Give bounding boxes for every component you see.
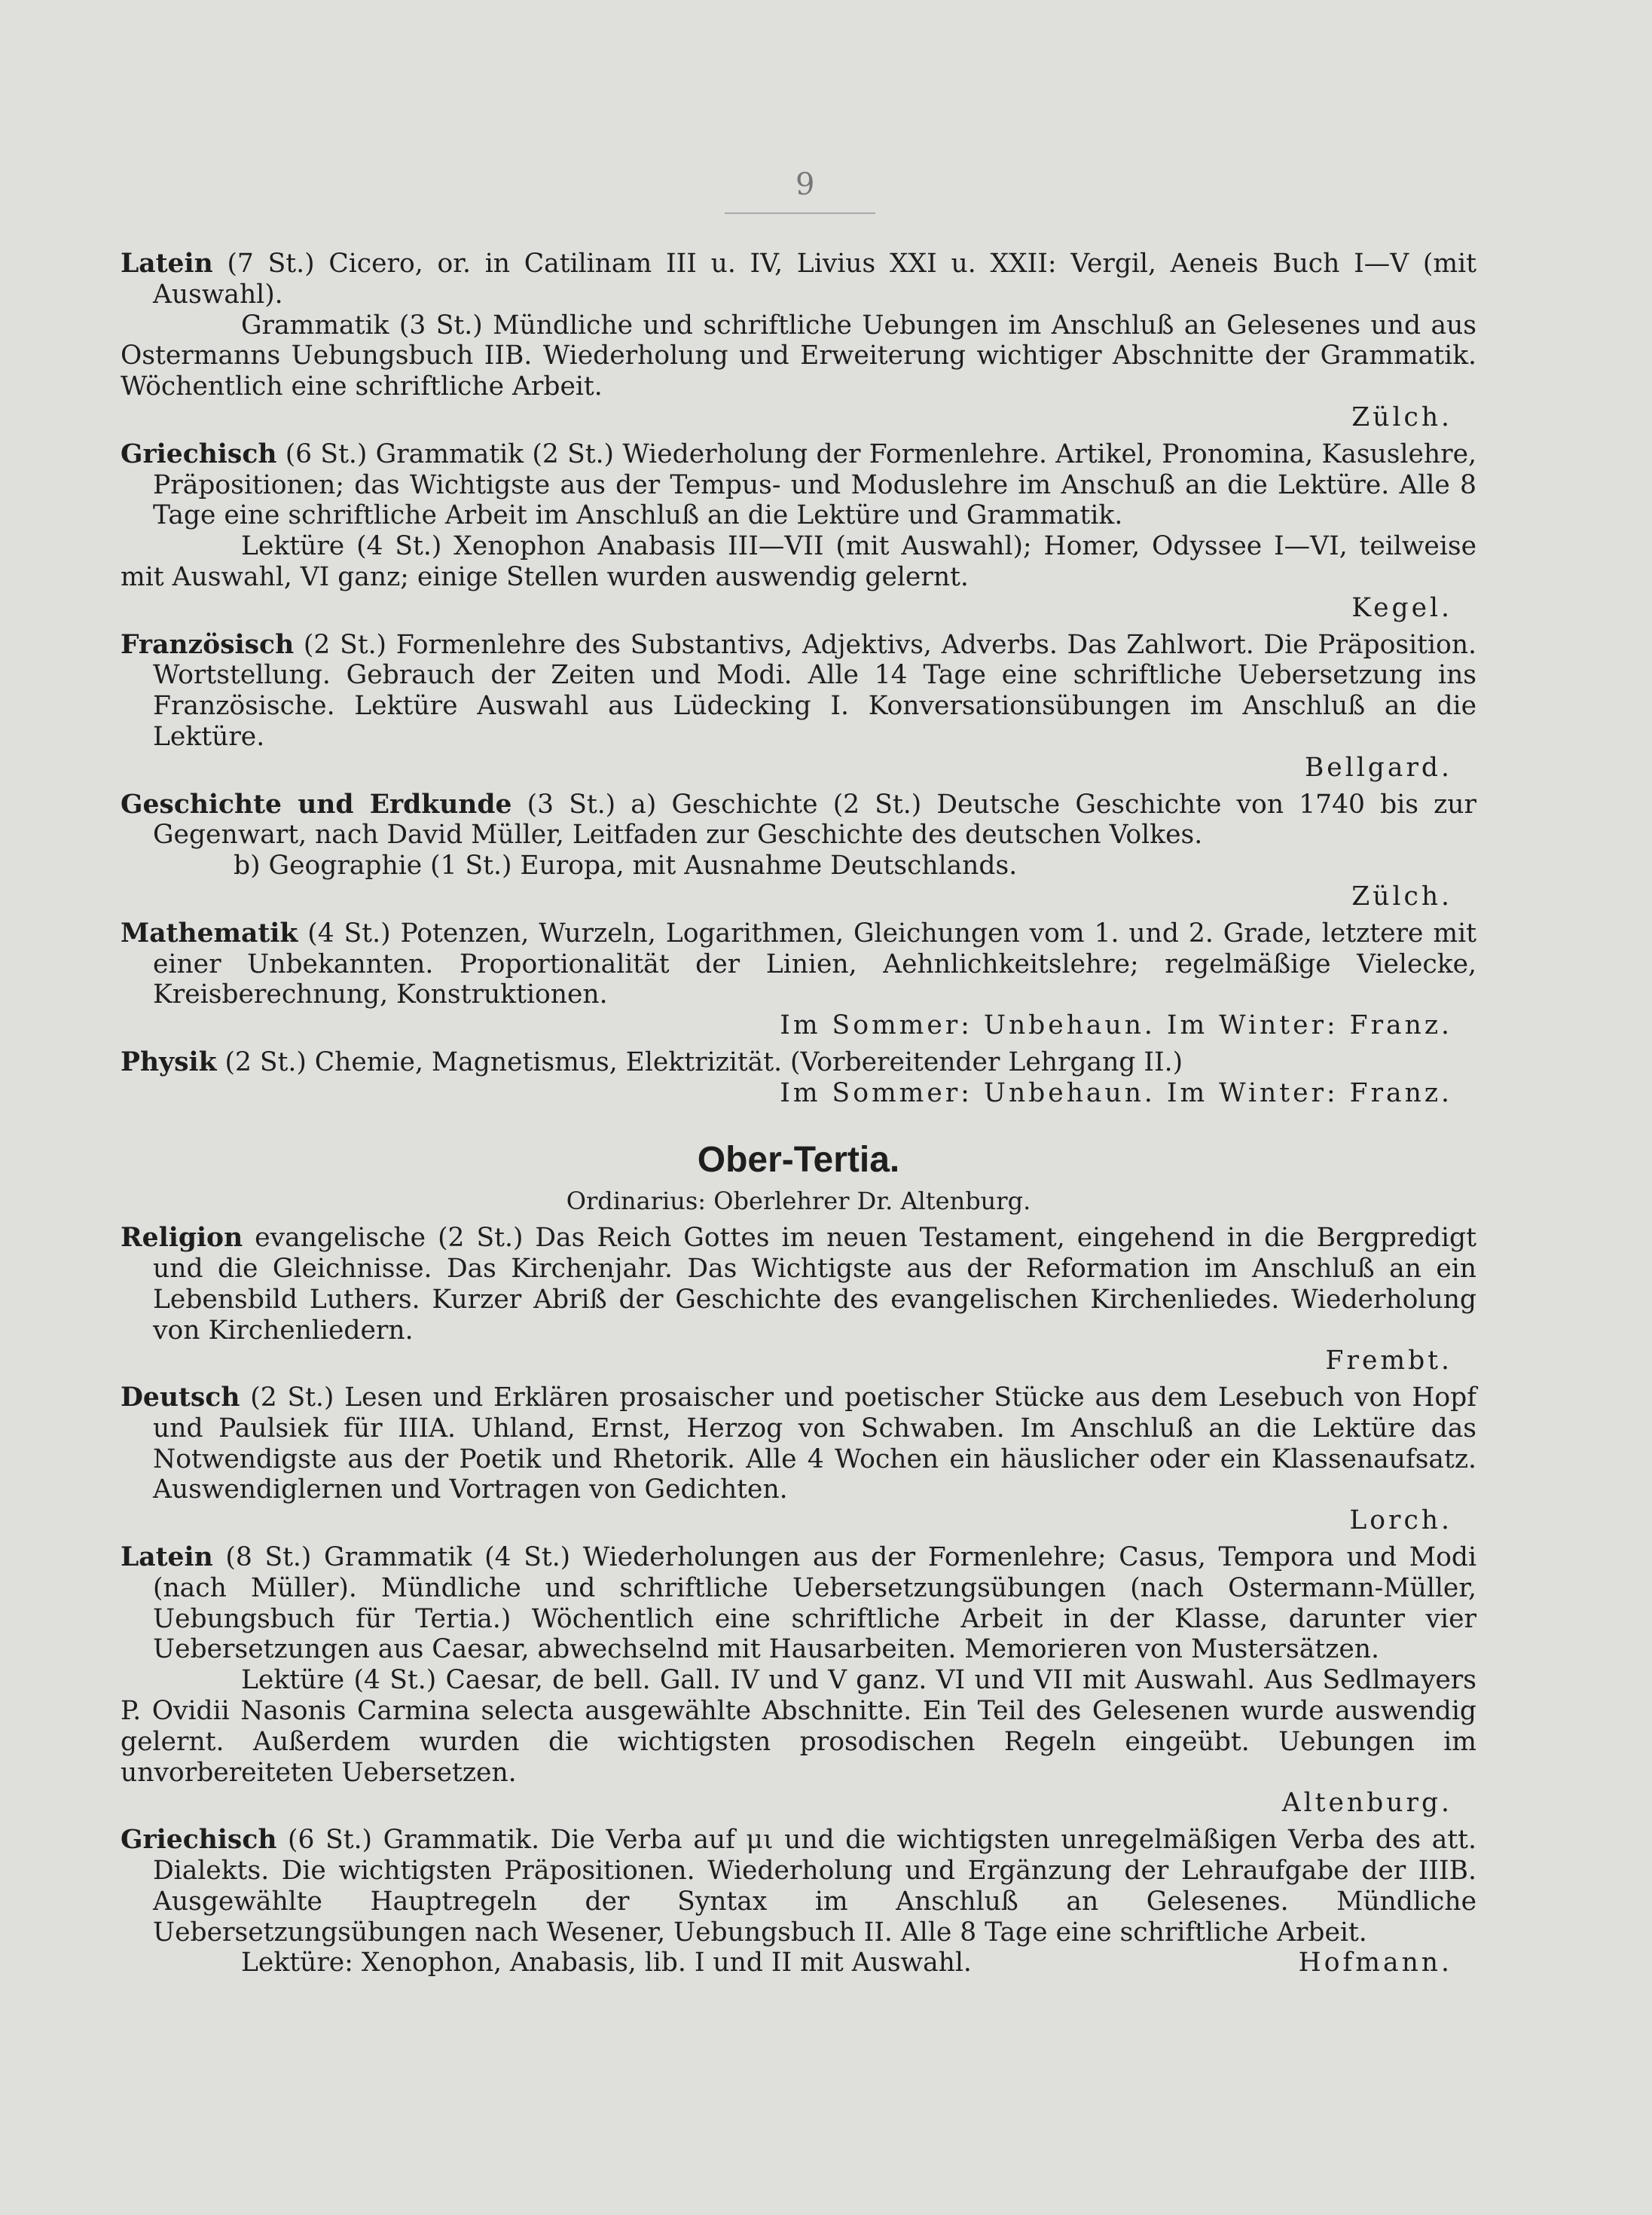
subject-heading: Physik (121, 1046, 217, 1077)
entry-religion (121, 1223, 1476, 1346)
subject-heading: Latein (121, 1542, 213, 1573)
subject-heading: Religion (121, 1223, 243, 1254)
entry-text: evangelische (2 St.) Das Reich Gottes im neuen Testament, eingehend in die Bergpredigt und die Gleichnisse. Das Kirchenjahr. Das Wichtigste aus der Reformation im Anschluß an ein Lebensbild Luthers. Kurzer Abriß der Geschichte des evangelischen Kirchenliedes. Wiederholung von Kirchenliedern. (153, 1223, 1476, 1346)
teacher-signature: Bellgard. (1304, 752, 1452, 783)
entry-text: (7 St.) Cicero, or. in Catilinam III u. IV, Livius XXI u. XXII: Vergil, Aeneis Buch I—V (mit Auswahl). (153, 249, 1477, 310)
subject-heading: Französisch (121, 629, 295, 660)
entry-physik (121, 1047, 1476, 1078)
entry-geschichte (121, 790, 1476, 851)
teacher-signature: Lorch. (1349, 1505, 1452, 1536)
page-number: 9 (795, 167, 815, 202)
entry-text: (2 St.) Lesen und Erklären prosaischer und poetischer Stücke aus dem Lesebuch von Hopf und Paulsiek für IIIA. Uhland, Ernst, Herzog von Schwaben. Im Anschluß an die Lektüre das Notwendigste aus der Poetik und Rhetorik. Alle 4 Wochen ein häuslicher oder ein Klassenaufsatz. Auswendiglernen und Vortragen von Gedichten. (153, 1382, 1476, 1505)
entry-text: b) Geographie (1 St.) Europa, mit Ausnahme Deutschlands. (234, 851, 1018, 881)
teacher-signature: Altenburg. (1281, 1788, 1452, 1819)
header-rule (725, 212, 875, 214)
entry-griechisch-iiia (121, 1825, 1476, 1948)
teacher-signature: Frembt. (1325, 1346, 1452, 1376)
subject-heading: Latein (121, 249, 213, 279)
entry-text: Grammatik (3 St.) Mündliche und schriftliche Uebungen im Anschluß an Gelesenes und aus Ostermanns Uebungsbuch IIB. Wiederholung und Erweiterung wichtiger Abschnitte der Grammatik. Wöchentlich eine schriftliche Arbeit. (121, 310, 1476, 402)
entry-griechisch (121, 439, 1476, 531)
entry-text: Lektüre (4 St.) Caesar, de bell. Gall. IV und V ganz. VI und VII mit Auswahl. Aus Sedlmayers P. Ovidii Nasonis Carmina selecta ausgewählte Abschnitte. Ein Teil des Gelesenen wurde auswendig gelernt. Außerdem wurden die wichtigsten prosodischen Regeln eingeübt. Uebungen im unvorbereiteten Uebersetzen. (121, 1665, 1476, 1788)
entry-text: (6 St.) Grammatik (2 St.) Wiederholung der Formenlehre. Artikel, Pronomina, Kasuslehre, Präpositionen; das Wichtigste aus der Tempus- und Moduslehre im Anschuß an die Lektüre. Alle 8 Tage eine schriftliche Arbeit im Anschluß an die Lektüre und Grammatik. (153, 438, 1477, 531)
entry-text: (3 St.) a) Geschichte (2 St.) Deutsche Geschichte von 1740 bis zur Gegenwart, nach David Müller, Leitfaden zur Geschichte des deutschen Volkes. (153, 789, 1477, 851)
ordinarius-line: Ordinarius: Oberlehrer Dr. Altenburg. (566, 1187, 1031, 1216)
entry-franzoesisch (121, 630, 1476, 753)
teacher-signature: Zülch. (1351, 402, 1452, 432)
teacher-signature: Im Sommer: Unbehaun. Im Winter: Franz. (780, 1077, 1452, 1108)
entry-text: (4 St.) Potenzen, Wurzeln, Logarithmen, Gleichungen vom 1. und 2. Grade, letztere mit einer Unbekannten. Proportionalität der Linien, Aehnlichkeitslehre; regelmäßige Vielecke, Kreisberechnung, Konstruktionen. (153, 918, 1476, 1010)
entry-latein (121, 249, 1476, 310)
teacher-signature: Hofmann. (1298, 1948, 1452, 1978)
entry-latein-iiia (121, 1542, 1476, 1665)
teacher-signature: Zülch. (1351, 881, 1452, 912)
page-body (121, 249, 1476, 1978)
subject-heading: Mathematik (121, 918, 298, 949)
subject-heading: Griechisch (121, 1825, 277, 1856)
teacher-signature: Im Sommer: Unbehaun. Im Winter: Franz. (780, 1010, 1452, 1041)
entry-text: (6 St.) Grammatik. Die Verba auf μι und die wichtigsten unregelmäßigen Verba des att. Dialekts. Die wichtigsten Präpositionen. Wiederholung und Ergänzung der Lehraufgabe der IIIB. Ausgewählte Hauptregeln der Syntax im Anschluß an Gelesenes. Mündliche Uebersetzungsübungen nach Wesener, Uebungsbuch II. Alle 8 Tage eine schriftliche Arbeit. (153, 1825, 1476, 1948)
subject-heading: Deutsch (121, 1382, 240, 1413)
entry-text: (8 St.) Grammatik (4 St.) Wiederholungen aus der Formenlehre; Casus, Tempora und Modi (nach Müller). Mündliche und schriftliche Uebersetzungsübungen (nach Ostermann-Müller, Uebungsbuch für Tertia.) Wöchentlich eine schriftliche Arbeit in der Klasse, darunter vier Uebersetzungen aus Caesar, abwechselnd mit Hausarbeiten. Memorieren von Mustersätzen. (153, 1542, 1476, 1665)
subject-heading: Griechisch (121, 438, 277, 469)
entry-text: Lektüre (4 St.) Xenophon Anabasis III—VII (mit Auswahl); Homer, Odyssee I—VI, teilweise mit Auswahl, VI ganz; einige Stellen wurden auswendig gelernt. (121, 531, 1476, 592)
subject-heading: Geschichte und Erdkunde (121, 789, 512, 820)
entry-text: (2 St.) Chemie, Magnetismus, Elektrizität. (Vorbereitender Lehrgang II.) (224, 1046, 1183, 1077)
section-title: Ober-Tertia. (697, 1139, 900, 1180)
entry-text: Lektüre: Xenophon, Anabasis, lib. I und II mit Auswahl. (241, 1948, 972, 1978)
teacher-signature: Kegel. (1351, 592, 1452, 623)
entry-deutsch (121, 1382, 1476, 1505)
entry-mathematik (121, 918, 1476, 1010)
entry-text: (2 St.) Formenlehre des Substantivs, Adjektivs, Adverbs. Das Zahlwort. Die Präposition. Wortstellung. Gebrauch der Zeiten und Modi. Alle 14 Tage eine schriftliche Uebersetzung ins Französische. Lektüre Auswahl aus Lüdecking I. Konversationsübungen im Anschluß an die Lektüre. (153, 629, 1477, 752)
entry-text (121, 1948, 1476, 1978)
